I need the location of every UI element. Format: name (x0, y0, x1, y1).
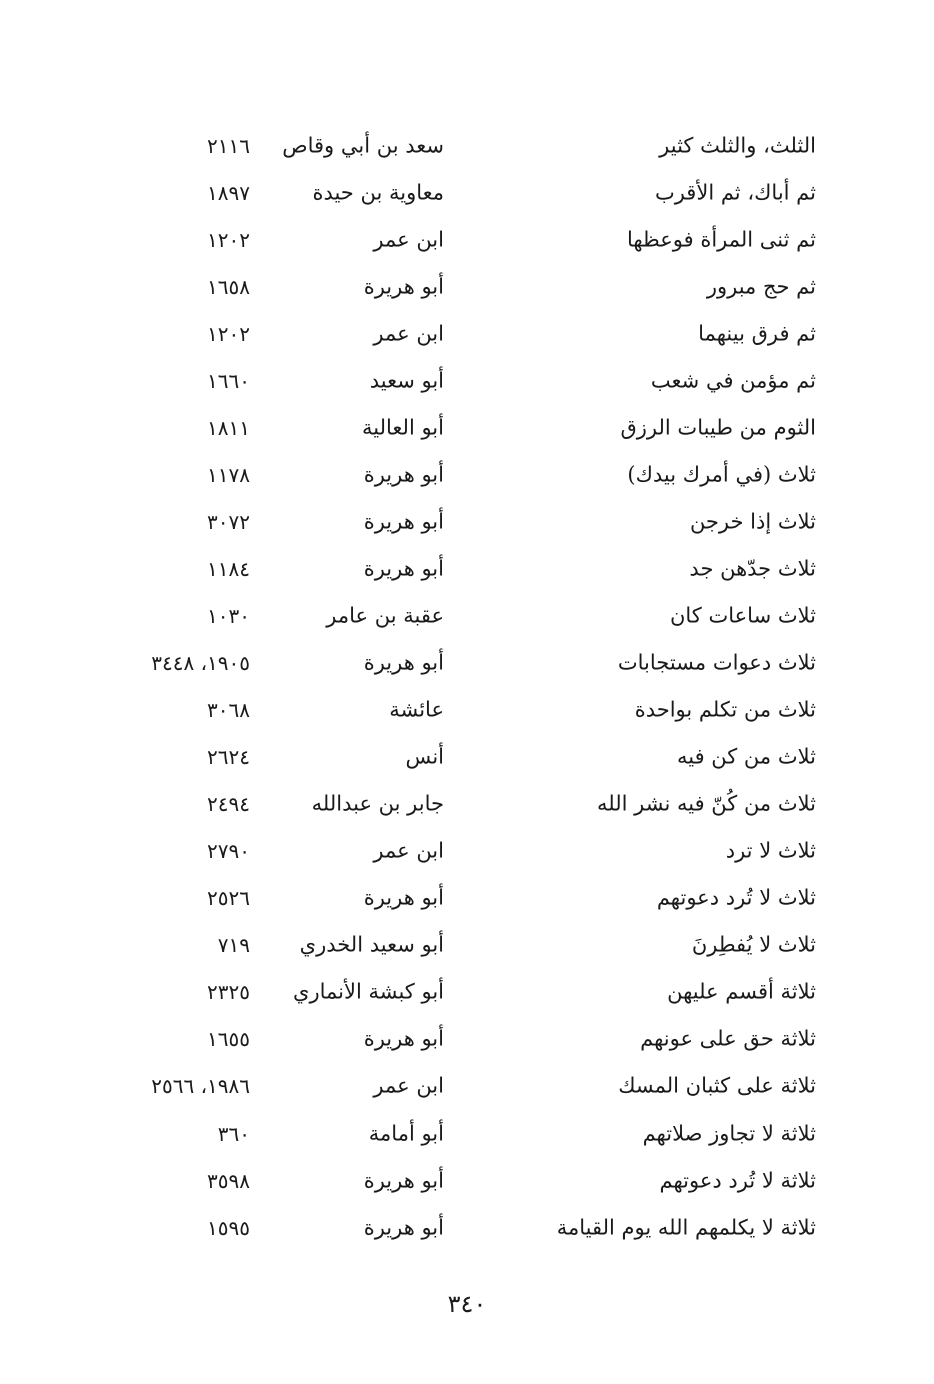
hadith-text: ثلاث دعوات مستجابات (617, 650, 816, 675)
hadith-number: ١٨١١ (207, 415, 250, 440)
index-row (0, 922, 934, 969)
index-row (0, 687, 934, 734)
hadith-number: ٧١٩ (217, 933, 250, 958)
narrator-name: أنس (405, 744, 444, 769)
index-row (0, 1110, 934, 1157)
hadith-text: ثم مؤمن في شعب (650, 368, 816, 393)
narrator-name: أبو أمامة (368, 1121, 444, 1145)
narrator-name: جابر بن عبدالله (311, 791, 444, 816)
index-row (0, 498, 934, 545)
hadith-text: ثم أباك، ثم الأقرب (654, 180, 816, 205)
index-row (0, 1157, 934, 1204)
hadith-text: ثلاث لا يُفطِرنَ (691, 932, 816, 957)
hadith-text: الثوم من طيبات الرزق (620, 415, 816, 440)
index-row (0, 592, 934, 639)
hadith-number: ١٩٨٦، ٢٥٦٦ (151, 1074, 250, 1099)
index-row (0, 216, 934, 263)
hadith-text: ثلاثة لا تُرد دعوتهم (659, 1168, 816, 1193)
index-row (0, 545, 934, 592)
narrator-name: ابن عمر (373, 227, 444, 252)
index-row (0, 263, 934, 310)
hadith-number: ١٦٥٨ (207, 274, 250, 299)
hadith-number: ١٩٠٥، ٣٤٤٨ (151, 651, 250, 676)
narrator-name: سعد بن أبي وقاص (282, 133, 444, 158)
hadith-text: ثلاثة على كثبان المسك (618, 1073, 816, 1098)
hadith-number: ١٢٠٢ (207, 227, 250, 252)
index-row (0, 451, 934, 498)
hadith-text: ثلاثة لا يكلمهم الله يوم القيامة (556, 1215, 816, 1240)
narrator-name: ابن عمر (373, 321, 444, 346)
hadith-text: ثلاثة أقسم عليهن (667, 979, 816, 1004)
narrator-name: عائشة (389, 697, 444, 722)
hadith-number: ٢٤٩٤ (207, 792, 250, 817)
hadith-text: ثم ثنى المرأة فوعظها (626, 227, 816, 252)
narrator-name: أبو هريرة (363, 650, 444, 675)
hadith-index-table (0, 122, 934, 1251)
hadith-number: ٢١١٦ (207, 133, 250, 158)
narrator-name: أبو هريرة (363, 1168, 444, 1193)
page-number: ٣٤٠ (447, 1290, 487, 1318)
hadith-text: ثم فرق بينهما (698, 321, 816, 346)
narrator-name: أبو هريرة (363, 885, 444, 910)
narrator-name: أبو كبشة الأنماري (293, 979, 444, 1004)
narrator-name: أبو سعيد (369, 368, 444, 393)
index-row (0, 404, 934, 451)
hadith-text: ثلاث من كُنّ فيه نشر الله (597, 791, 816, 816)
narrator-name: عقبة بن عامر (326, 603, 444, 628)
hadith-text: ثم حج مبرور (706, 274, 816, 299)
hadith-number: ٣٠٧٢ (207, 509, 250, 534)
hadith-number: ١٨٩٧ (207, 180, 250, 205)
hadith-number: ٣٠٦٨ (207, 698, 250, 723)
hadith-text: الثلث، والثلث كثير (659, 133, 816, 158)
index-row (0, 310, 934, 357)
index-row (0, 875, 934, 922)
hadith-number: ١٦٦٠ (207, 368, 250, 393)
narrator-name: أبو هريرة (363, 556, 444, 581)
index-row (0, 828, 934, 875)
narrator-name: ابن عمر (373, 838, 444, 863)
hadith-text: ثلاثة لا تجاوز صلاتهم (642, 1121, 816, 1145)
hadith-text: ثلاث من كن فيه (676, 744, 816, 769)
narrator-name: معاوية بن حيدة (312, 180, 444, 205)
hadith-number: ٣٦٠ (217, 1121, 250, 1146)
index-row (0, 1016, 934, 1063)
index-row (0, 1063, 934, 1110)
narrator-name: ابن عمر (373, 1073, 444, 1098)
index-row (0, 357, 934, 404)
narrator-name: أبو هريرة (363, 274, 444, 299)
hadith-number: ٢٦٢٤ (207, 745, 250, 770)
narrator-name: أبو هريرة (363, 1215, 444, 1240)
hadith-number: ١٢٠٢ (207, 321, 250, 346)
index-row (0, 640, 934, 687)
narrator-name: أبو العالية (362, 415, 444, 440)
index-row (0, 969, 934, 1016)
index-row (0, 781, 934, 828)
index-row (0, 734, 934, 781)
hadith-text: ثلاث إذا خرجن (689, 509, 816, 534)
hadith-text: ثلاث (في أمرك بيدك) (627, 462, 816, 487)
index-row (0, 1204, 934, 1251)
hadith-number: ٢٣٢٥ (207, 980, 250, 1005)
index-row (0, 122, 934, 169)
narrator-name: أبو هريرة (363, 462, 444, 487)
hadith-text: ثلاث من تكلم بواحدة (634, 697, 816, 722)
narrator-name: أبو هريرة (363, 1026, 444, 1051)
hadith-number: ٢٧٩٠ (207, 839, 250, 864)
hadith-number: ١٥٩٥ (207, 1215, 250, 1240)
hadith-number: ١١٧٨ (207, 462, 250, 487)
hadith-text: ثلاثة حق على عونهم (640, 1026, 816, 1051)
hadith-number: ١١٨٤ (207, 556, 250, 581)
narrator-name: أبو سعيد الخدري (299, 932, 444, 957)
hadith-text: ثلاث لا تُرد دعوتهم (656, 885, 816, 910)
hadith-text: ثلاث ساعات كان (669, 603, 816, 628)
hadith-text: ثلاث جدّهن جد (689, 556, 816, 581)
hadith-number: ٣٥٩٨ (207, 1168, 250, 1193)
hadith-text: ثلاث لا ترد (725, 838, 816, 863)
narrator-name: أبو هريرة (363, 509, 444, 534)
hadith-number: ٢٥٢٦ (207, 886, 250, 911)
hadith-number: ١٦٥٥ (207, 1027, 250, 1052)
hadith-number: ١٠٣٠ (207, 603, 250, 628)
index-row (0, 169, 934, 216)
